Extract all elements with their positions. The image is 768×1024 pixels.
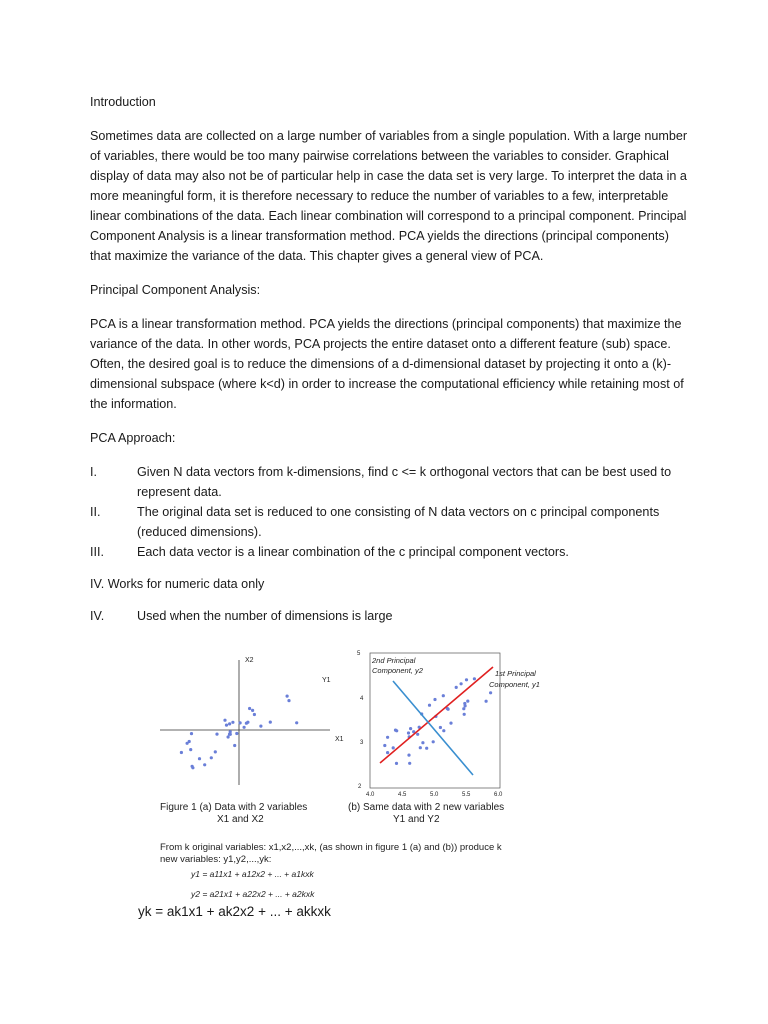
x-tick: 5.0 (430, 792, 439, 798)
y-tick: 4 (360, 696, 364, 702)
y-tick: 2 (358, 784, 362, 790)
data-point (392, 746, 395, 749)
x-tick: 4.0 (366, 792, 375, 798)
data-point (409, 727, 412, 730)
data-point (386, 736, 389, 739)
data-point (386, 751, 389, 754)
data-point (227, 735, 230, 738)
pc2-label: Component, y2 (372, 666, 423, 675)
pca-figure (155, 645, 545, 905)
from-k-text-line2: new variables: y1,y2,...,yk: (160, 854, 272, 865)
data-point (203, 763, 206, 766)
list-text: Given N data vectors from k-dimensions, find c <= k orthogonal vectors that can be best used to represent data. (137, 465, 672, 499)
list-text: Used when the number of dimensions is large (137, 609, 393, 623)
data-point (466, 700, 469, 703)
data-point (407, 754, 410, 757)
data-point (248, 707, 251, 710)
data-point (225, 724, 228, 727)
data-point (432, 740, 435, 743)
data-point (286, 695, 289, 698)
data-point (215, 733, 218, 736)
pc2-label: 2nd Principal (372, 656, 416, 665)
x2-axis-label: X2 (245, 657, 254, 664)
data-point (439, 726, 442, 729)
x-tick: 5.5 (462, 792, 471, 798)
data-point (442, 694, 445, 697)
data-point (235, 732, 238, 735)
data-point (251, 709, 254, 712)
figure-caption-a: Figure 1 (a) Data with 2 variables (160, 802, 308, 813)
list-item (90, 502, 690, 542)
data-point (188, 740, 191, 743)
list-number: III. (90, 545, 104, 559)
data-point (295, 721, 298, 724)
data-point (455, 686, 458, 689)
from-k-text: From k original variables: x1,x2,...,xk, (as shown in figure 1 (a) and (b)) produce k (160, 842, 502, 853)
figure-caption-b: (b) Same data with 2 new variables (348, 802, 505, 813)
data-point (189, 748, 192, 751)
data-point (408, 762, 411, 765)
figure-caption-b-line2: Y1 and Y2 (393, 814, 440, 825)
figure-caption-a-line2: X1 and X2 (217, 814, 264, 825)
data-point (416, 733, 419, 736)
list-text: The original data set is reduced to one consisting of N data vectors on c principal components (reduced dimensions). (137, 505, 660, 539)
x-tick: 6.0 (494, 792, 503, 798)
data-point (191, 766, 194, 769)
data-point (214, 750, 217, 753)
y-tick: 5 (357, 651, 361, 657)
data-point (243, 726, 246, 729)
document-body (90, 92, 690, 626)
data-point (394, 729, 397, 732)
yk-formula: yk = ak1x1 + ak2x2 + ... + akkxk (138, 904, 331, 919)
data-point (460, 682, 463, 685)
list-item (90, 462, 690, 502)
data-point (395, 762, 398, 765)
data-point (407, 731, 410, 734)
data-point (425, 747, 428, 750)
pc1-label: 1st Principal (495, 669, 536, 678)
approach-list (90, 462, 690, 562)
data-point (239, 721, 242, 724)
data-point (228, 722, 231, 725)
data-point (442, 729, 445, 732)
data-point (421, 741, 424, 744)
right-data-points (383, 677, 492, 765)
data-point (180, 751, 183, 754)
list-item (90, 542, 690, 562)
data-point (269, 721, 272, 724)
list-text: Each data vector is a linear combination of the c principal component vectors. (137, 545, 569, 559)
equation-y2: y2 = a21x1 + a22x2 + ... + a2kxk (191, 889, 315, 899)
data-point (419, 746, 422, 749)
approach-heading: PCA Approach: (90, 431, 176, 445)
data-point (259, 725, 262, 728)
y-tick: 3 (360, 740, 364, 746)
intro-heading: Introduction (90, 95, 156, 109)
data-point (428, 704, 431, 707)
data-point (210, 756, 213, 759)
numeric-note: IV. Works for numeric data only (90, 577, 265, 591)
data-point (253, 713, 256, 716)
data-point (383, 744, 386, 747)
data-point (473, 677, 476, 680)
data-point (198, 757, 201, 760)
list-item (90, 606, 690, 626)
pc1-label: Component, y1 (489, 680, 540, 689)
data-point (465, 678, 468, 681)
data-point (449, 722, 452, 725)
list-number: II. (90, 505, 101, 519)
x-tick: 4.5 (398, 792, 407, 798)
list-number: I. (90, 465, 97, 479)
right-scatter (357, 651, 540, 798)
data-point (489, 691, 492, 694)
x1-axis-label: X1 (335, 736, 344, 743)
data-point (433, 698, 436, 701)
data-point (231, 721, 234, 724)
data-point (463, 713, 466, 716)
data-point (246, 721, 249, 724)
pc1-line (380, 667, 493, 763)
data-point (447, 708, 450, 711)
data-point (485, 700, 488, 703)
data-point (190, 732, 193, 735)
pca-heading: Principal Component Analysis: (90, 283, 261, 297)
y1-label: Y1 (322, 677, 331, 684)
data-point (462, 707, 465, 710)
list-number: IV. (90, 609, 105, 623)
data-point (463, 702, 466, 705)
data-point (223, 719, 226, 722)
pca-paragraph: PCA is a linear transformation method. PCA yields the directions (principal components) that maximize the variance of the data. In other words, PCA projects the entire dataset onto a different feature (sub) space. Often, the desired goal is to reduce the dimensions of a d-dimensional dataset by projecting it onto a (k)- dimensional subspace (where k<d) in order to increase the computational efficiency while retaining most of the information. (90, 317, 684, 411)
equation-y1: y1 = a11x1 + a12x2 + ... + a1kxk (191, 869, 314, 879)
data-point (233, 744, 236, 747)
intro-paragraph: Sometimes data are collected on a large number of variables from a single population. With a large number of variables, there would be too many pairwise correlations between the variables to consider. Graphical display of data may also not be of particular help in case the data set is very large. To interpret the data in a more meaningful form, it is therefore necessary to reduce the number of variables to a few, interpretable linear combinations of the data. Each linear combination will correspond to a principal component. Principal Component Analysis is a linear transformation method. PCA yields the directions (principal components) that maximize the variance of the data. This chapter gives a general view of PCA. (90, 129, 688, 263)
left-scatter (160, 657, 344, 785)
data-point (287, 699, 290, 702)
data-point (229, 730, 232, 733)
